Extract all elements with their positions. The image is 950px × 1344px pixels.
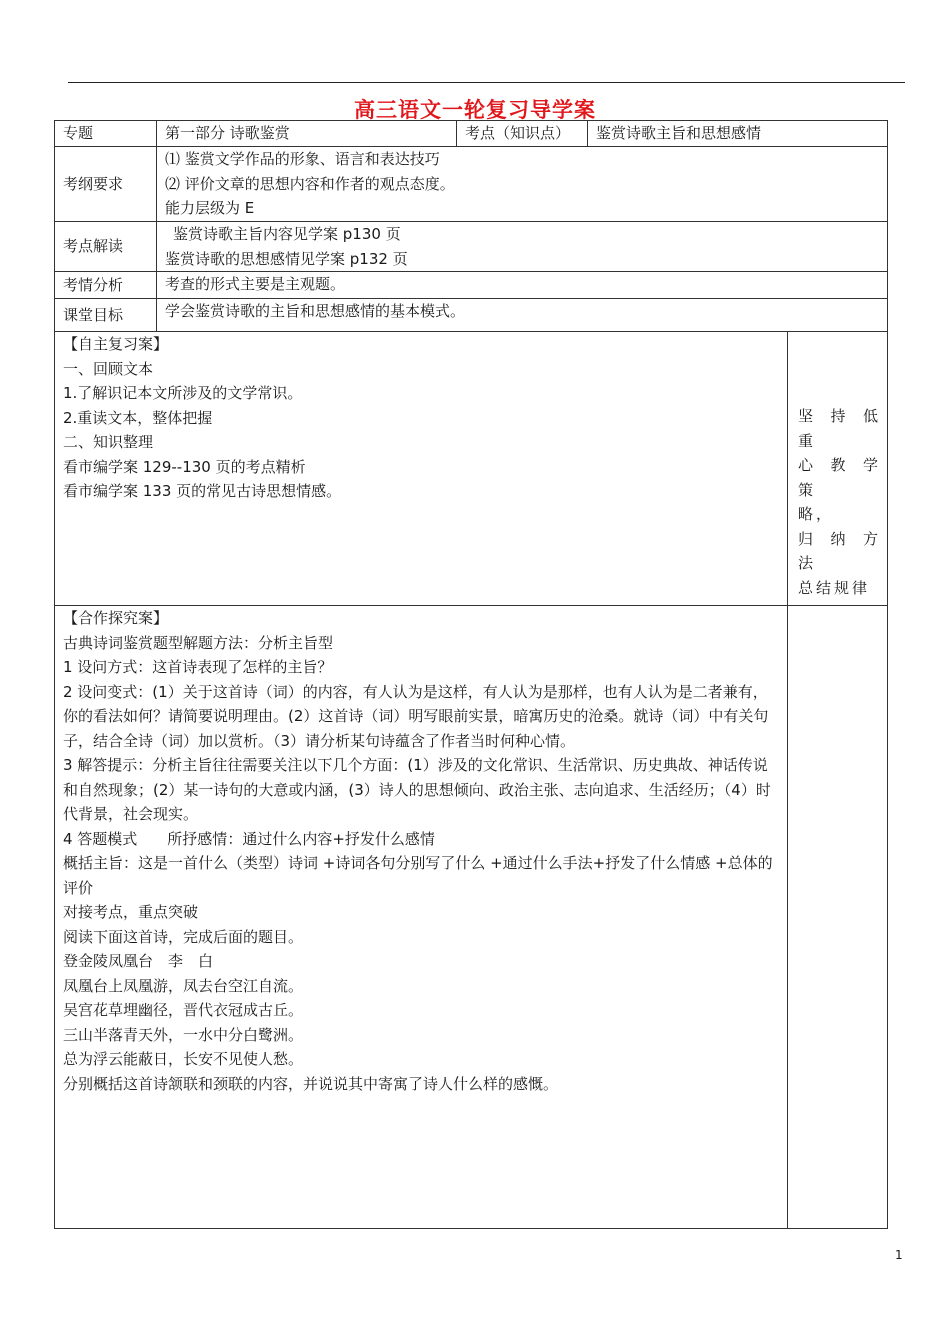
self-study-line: 一、回顾文本 xyxy=(63,359,154,378)
coop-paragraph: 2 设问变式：(1）关于这首诗（词）的内容，有人认为是这样，有人认为是那样，也有人认为是二者兼有，你的看法如何？请简要说明理由。(2）这首诗（词）明写眼前实景，暗寓历史的沧桑。就诗（词）中有关句子，结合全诗（词）加以赏析。（3）请分析某句诗蕴含了作者当时何种心情。 xyxy=(63,682,769,750)
side-note-line: 心 教 学 策 xyxy=(798,456,882,499)
self-study-row xyxy=(55,332,888,606)
goal-row xyxy=(55,299,888,332)
side-note-line: 总结规律 xyxy=(798,578,871,597)
coop-paragraph: 3 解答提示：分析主旨往往需要关注以下几个方面：(1）涉及的文化常识、生活常识、历史典故、神话传说和自然现象；(2）某一诗句的大意或内涵，(3）诗人的思想倾向、政治主张、志向追求、生活经历；（4）时代背景，社会现实。 xyxy=(63,756,771,823)
interpret-line: 鉴赏诗歌的思想感情见学案 p132 页 xyxy=(165,249,408,268)
side-note-line: 坚 持 低 重 xyxy=(798,407,882,450)
interpret-label: 考点解读 xyxy=(55,222,157,272)
coop-line: 4 答题模式 所抒感情：通过什么内容+抒发什么感情 xyxy=(63,829,435,848)
knowledge-point-value: 鉴赏诗歌主旨和思想感情 xyxy=(588,121,888,147)
analysis-value: 考查的形式主要是主观题。 xyxy=(157,272,888,299)
topic-value: 第一部分 诗歌鉴赏 xyxy=(157,121,457,147)
poem-line: 吴宫花草埋幽径，晋代衣冠成古丘。 xyxy=(63,1001,304,1019)
poem-line: 凤凰台上凤凰游，凤去台空江自流。 xyxy=(63,976,304,995)
topic-row xyxy=(55,121,888,147)
document-title: 高三语文一轮复习导学案 xyxy=(354,97,596,122)
self-study-line: 1.了解识记本文所涉及的文学常识。 xyxy=(63,384,303,402)
poem-line: 总为浮云能蔽日，长安不见使人愁。 xyxy=(63,1050,304,1068)
self-study-line: 看市编学案 133 页的常见古诗思想情感。 xyxy=(63,482,342,500)
coop-line: 古典诗词鉴赏题型解题方法：分析主旨型 xyxy=(63,633,334,652)
interpret-content xyxy=(157,222,888,272)
cooperative-side-note xyxy=(788,606,888,1229)
self-study-line: 看市编学案 129--130 页的考点精析 xyxy=(63,457,306,476)
goal-label: 课堂目标 xyxy=(55,299,157,332)
syllabus-line: ⑴ 鉴赏文学作品的形象、语言和表达技巧 xyxy=(165,150,440,168)
header-rule xyxy=(68,82,905,83)
poem-line: 三山半落青天外，一水中分白鹭洲。 xyxy=(63,1025,304,1044)
coop-line: 1 设问方式：这首诗表现了怎样的主旨？ xyxy=(63,658,333,676)
coop-line: 阅读下面这首诗，完成后面的题目。 xyxy=(63,927,304,946)
syllabus-content xyxy=(157,147,888,222)
question-line: 分别概括这首诗颔联和颈联的内容，并说说其中寄寓了诗人什么样的感慨。 xyxy=(63,1074,559,1093)
cooperative-study-content xyxy=(55,606,788,1229)
interpret-line: 鉴赏诗歌主旨内容见学案 p130 页 xyxy=(173,225,401,243)
syllabus-label: 考纲要求 xyxy=(55,147,157,222)
self-study-content xyxy=(55,332,788,606)
side-note-line: 略， xyxy=(798,505,835,523)
syllabus-row xyxy=(55,147,888,222)
syllabus-line: 能力层级为 E xyxy=(165,199,255,217)
cooperative-study-row xyxy=(55,606,888,1229)
goal-value: 学会鉴赏诗歌的主旨和思想感情的基本模式。 xyxy=(157,299,888,332)
knowledge-point-label: 考点（知识点） xyxy=(457,121,588,147)
analysis-label: 考情分析 xyxy=(55,272,157,299)
coop-line: 【合作探究案】 xyxy=(63,609,169,627)
self-study-line: 2.重读文本，整体把握 xyxy=(63,408,213,427)
lesson-plan-table xyxy=(54,120,888,1229)
side-note-line: 归 纳 方 法 xyxy=(798,529,882,572)
coop-paragraph: 概括主旨：这是一首什么（类型）诗词 +诗词各句分别写了什么 +通过什么手法+抒发了什么情感 +总体的评价 xyxy=(63,854,773,897)
topic-label: 专题 xyxy=(55,121,157,147)
analysis-row xyxy=(55,272,888,299)
interpret-row xyxy=(55,222,888,272)
self-study-line: 【自主复习案】 xyxy=(63,335,169,353)
poem-title: 登金陵凤凰台 李 白 xyxy=(63,952,214,970)
page-number: 1 xyxy=(895,1248,903,1262)
syllabus-line: ⑵ 评价文章的思想内容和作者的观点态度。 xyxy=(165,174,455,193)
coop-line: 对接考点，重点突破 xyxy=(63,903,199,921)
teaching-strategy-note xyxy=(788,332,888,606)
self-study-line: 二、知识整理 xyxy=(63,433,154,451)
